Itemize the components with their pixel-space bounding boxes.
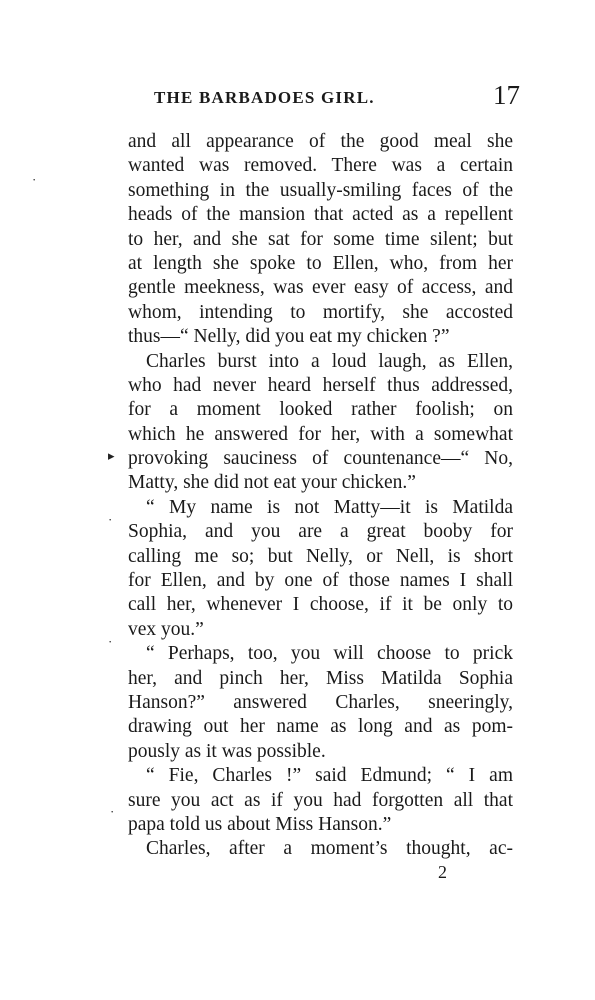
text-line: her, and pinch her, Miss Matilda Sophia (128, 667, 513, 689)
margin-speck: · (108, 634, 113, 649)
margin-speck: · (110, 804, 115, 819)
text-line: for a moment looked rather foolish; on (128, 399, 513, 421)
text-line: papa told us about Miss Hanson.” (128, 813, 392, 835)
running-title: THE BARBADOES GIRL. (154, 88, 375, 107)
page-header (128, 82, 520, 116)
margin-speck: · (108, 512, 113, 527)
text-line: “ Fie, Charles !” said Edmund; “ I am (146, 765, 513, 787)
text-line: something in the usually-smiling faces of the (128, 179, 513, 201)
text-line: vex you.” (128, 618, 204, 640)
text-line: heads of the mansion that acted as a repellent (128, 204, 513, 226)
margin-speck: ▸ (108, 448, 115, 463)
margin-speck: · (32, 172, 37, 187)
text-line: calling me so; but Nelly, or Nell, is short (128, 545, 513, 567)
text-line: Hanson?” answered Charles, sneeringly, (128, 691, 513, 713)
text-line: provoking sauciness of countenance—“ No, (128, 448, 513, 470)
text-line: drawing out her name as long and as pom- (128, 716, 513, 738)
text-line: for Ellen, and by one of those names I shall (128, 570, 513, 592)
text-line: Charles burst into a loud laugh, as Ellen, (146, 350, 513, 372)
body-text (128, 130, 513, 862)
text-line: and all appearance of the good meal she (128, 131, 513, 152)
text-line: Matty, she did not eat your chicken.” (128, 472, 416, 494)
text-line: call her, whenever I choose, if it be only to (128, 594, 513, 616)
text-line: thus—“ Nelly, did you eat my chicken ?” (128, 326, 450, 348)
text-line: “ Perhaps, too, you will choose to prick (146, 643, 513, 665)
text-line: Sophia, and you are a great booby for (128, 521, 513, 543)
text-line: who had never heard herself thus addressed, (128, 374, 513, 396)
text-line: sure you act as if you had forgotten all that (128, 789, 513, 811)
text-line: which he answered for her, with a somewhat (128, 423, 513, 445)
text-line: whom, intending to mortify, she accosted (128, 301, 513, 323)
text-line: pously as it was possible. (128, 740, 326, 762)
text-line: to her, and she sat for some time silent; but (128, 228, 513, 250)
text-line: “ My name is not Matty—it is Matilda (146, 496, 513, 518)
text-line: gentle meekness, was ever easy of access, and (128, 277, 513, 299)
text-line: wanted was removed. There was a certain (128, 155, 513, 177)
text-line: at length she spoke to Ellen, who, from her (128, 252, 513, 274)
text-line: Charles, after a moment’s thought, ac- (146, 838, 513, 860)
page-number: 17 (493, 80, 520, 110)
signature-mark: 2 (438, 862, 447, 882)
